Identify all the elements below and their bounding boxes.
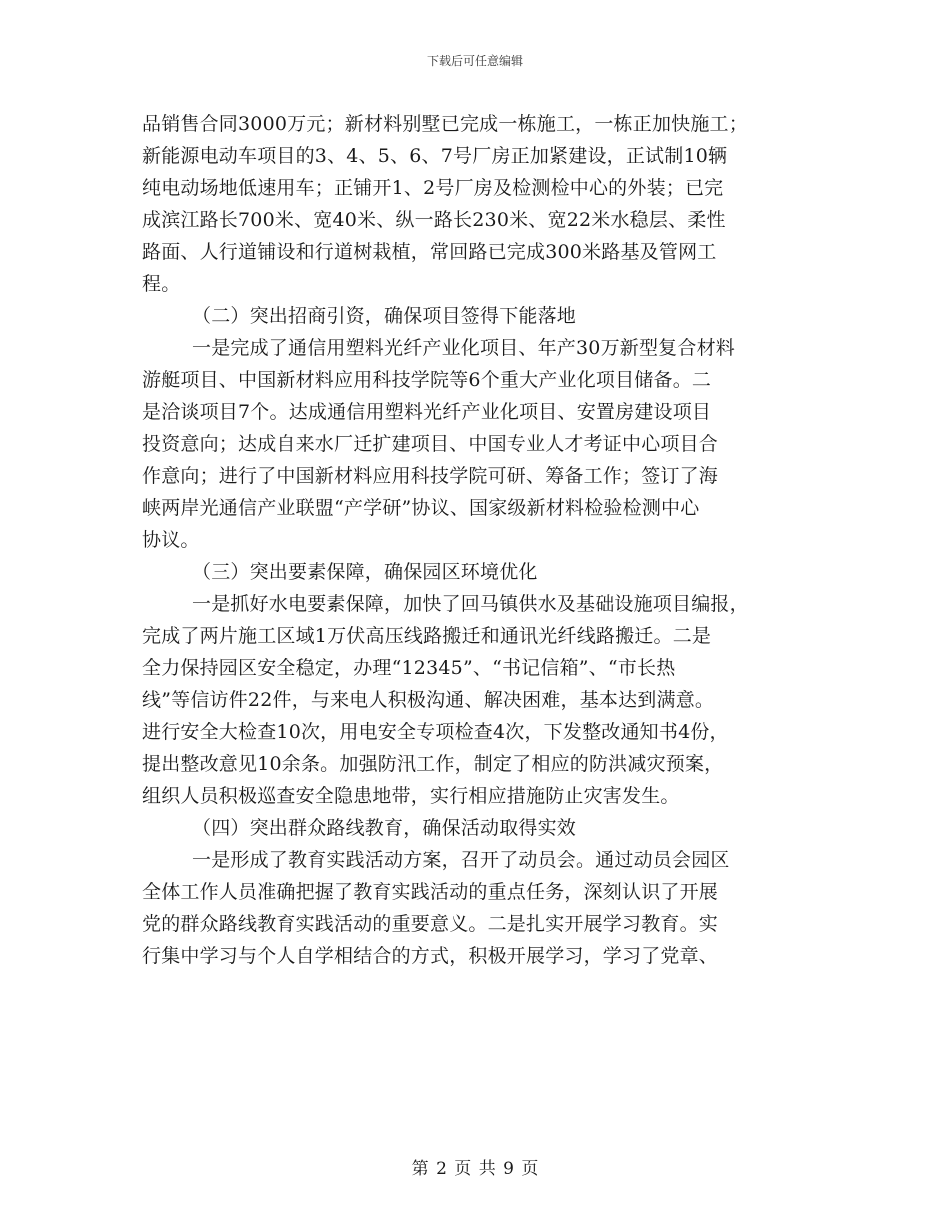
body-line: 成滨江路长700米、宽40米、纵一路长230米、宽22米水稳层、柔性 xyxy=(142,209,726,231)
page-footer: 第 2 页 共 9 页 xyxy=(411,1159,539,1179)
page-header: 下载后可任意编辑 xyxy=(426,54,523,68)
body-line: 全力保持园区安全稳定，办理“12345”、“书记信箱”、“市长热 xyxy=(142,657,676,679)
body-line: 游艇项目、中国新材料应用科技学院等6个重大产业化项目储备。二 xyxy=(142,369,712,391)
section-heading: （三）突出要素保障，确保园区环境优化 xyxy=(192,561,538,583)
body-line: 路面、人行道铺设和行道树栽植，常回路已完成300米路基及管网工 xyxy=(142,241,717,263)
body-line: 作意向；进行了中国新材料应用科技学院可研、筹备工作；签订了海 xyxy=(142,465,719,487)
body-line: 组织人员积极巡查安全隐患地带，实行相应措施防止灾害发生。 xyxy=(142,785,680,807)
body-line: 峡两岸光通信产业联盟“产学研”协议、国家级新材料检验检测中心 xyxy=(142,497,700,519)
body-line: 一是完成了通信用塑料光纤产业化项目、年产30万新型复合材料 xyxy=(192,337,735,359)
section-heading: （四）突出群众路线教育，确保活动取得实效 xyxy=(192,817,577,839)
body-line: 投资意向；达成自来水厂迁扩建项目、中国专业人才考证中心项目合 xyxy=(142,433,719,455)
body-line: 是洽谈项目7个。达成通信用塑料光纤产业化项目、安置房建设项目 xyxy=(142,401,712,423)
body-line: 全体工作人员准确把握了教育实践活动的重点任务，深刻认识了开展 xyxy=(142,881,719,903)
body-line: 党的群众路线教育实践活动的重要意义。二是扎实开展学习教育。实 xyxy=(142,913,719,935)
body-line: 线”等信访件22件，与来电人积极沟通、解决困难，基本达到满意。 xyxy=(142,689,715,711)
body-line: 纯电动场地低速用车；正铺开1、2号厂房及检测检中心的外装；已完 xyxy=(142,177,724,199)
body-line: 行集中学习与个人自学相结合的方式，积极开展学习，学习了党章、 xyxy=(142,945,719,967)
body-line: 新能源电动车项目的3、4、5、6、7号厂房正加紧建设，正试制10辆 xyxy=(142,145,728,167)
document-body xyxy=(142,108,808,972)
body-line: 完成了两片施工区域1万伏高压线路搬迁和通讯光纤线路搬迁。二是 xyxy=(142,625,712,647)
body-line: 品销售合同3000万元；新材料别墅已完成一栋施工，一栋正加快施工； xyxy=(142,113,748,135)
body-line: 程。 xyxy=(142,273,181,295)
section-heading: （二）突出招商引资，确保项目签得下能落地 xyxy=(192,305,577,327)
body-line: 一是抓好水电要素保障，加快了回马镇供水及基础设施项目编报， xyxy=(192,593,749,615)
body-line: 进行安全大检查10次，用电安全专项检查4次，下发整改通知书4份， xyxy=(142,721,729,743)
body-line: 协议。 xyxy=(142,529,200,551)
body-line: 一是形成了教育实践活动方案，召开了动员会。通过动员会园区 xyxy=(192,849,730,871)
body-line: 提出整改意见10余条。加强防汛工作，制定了相应的防洪减灾预案， xyxy=(142,753,724,775)
